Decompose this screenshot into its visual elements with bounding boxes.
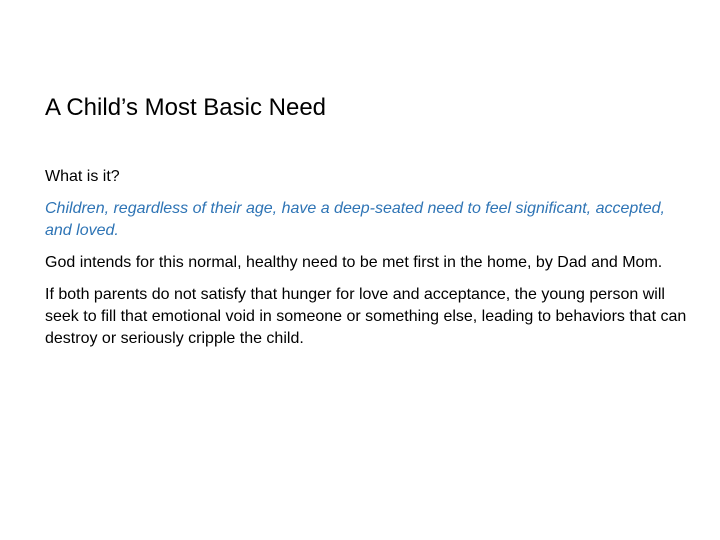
slide-body [45, 166, 693, 360]
highlighted-paragraph: Children, regardless of their age, have a deep-seated need to feel significant, accepted, and loved. [45, 200, 665, 239]
consequence-paragraph: If both parents do not satisfy that hunger for love and acceptance, the young person will seek to fill that emotional void in someone or something else, leading to behaviors that can destroy or seriously cripple the child. [45, 286, 687, 347]
slide-title: A Child’s Most Basic Need [45, 94, 327, 121]
question-paragraph: What is it? [45, 168, 120, 185]
home-need-paragraph: God intends for this normal, healthy need to be met first in the home, by Dad and Mom. [45, 254, 663, 271]
